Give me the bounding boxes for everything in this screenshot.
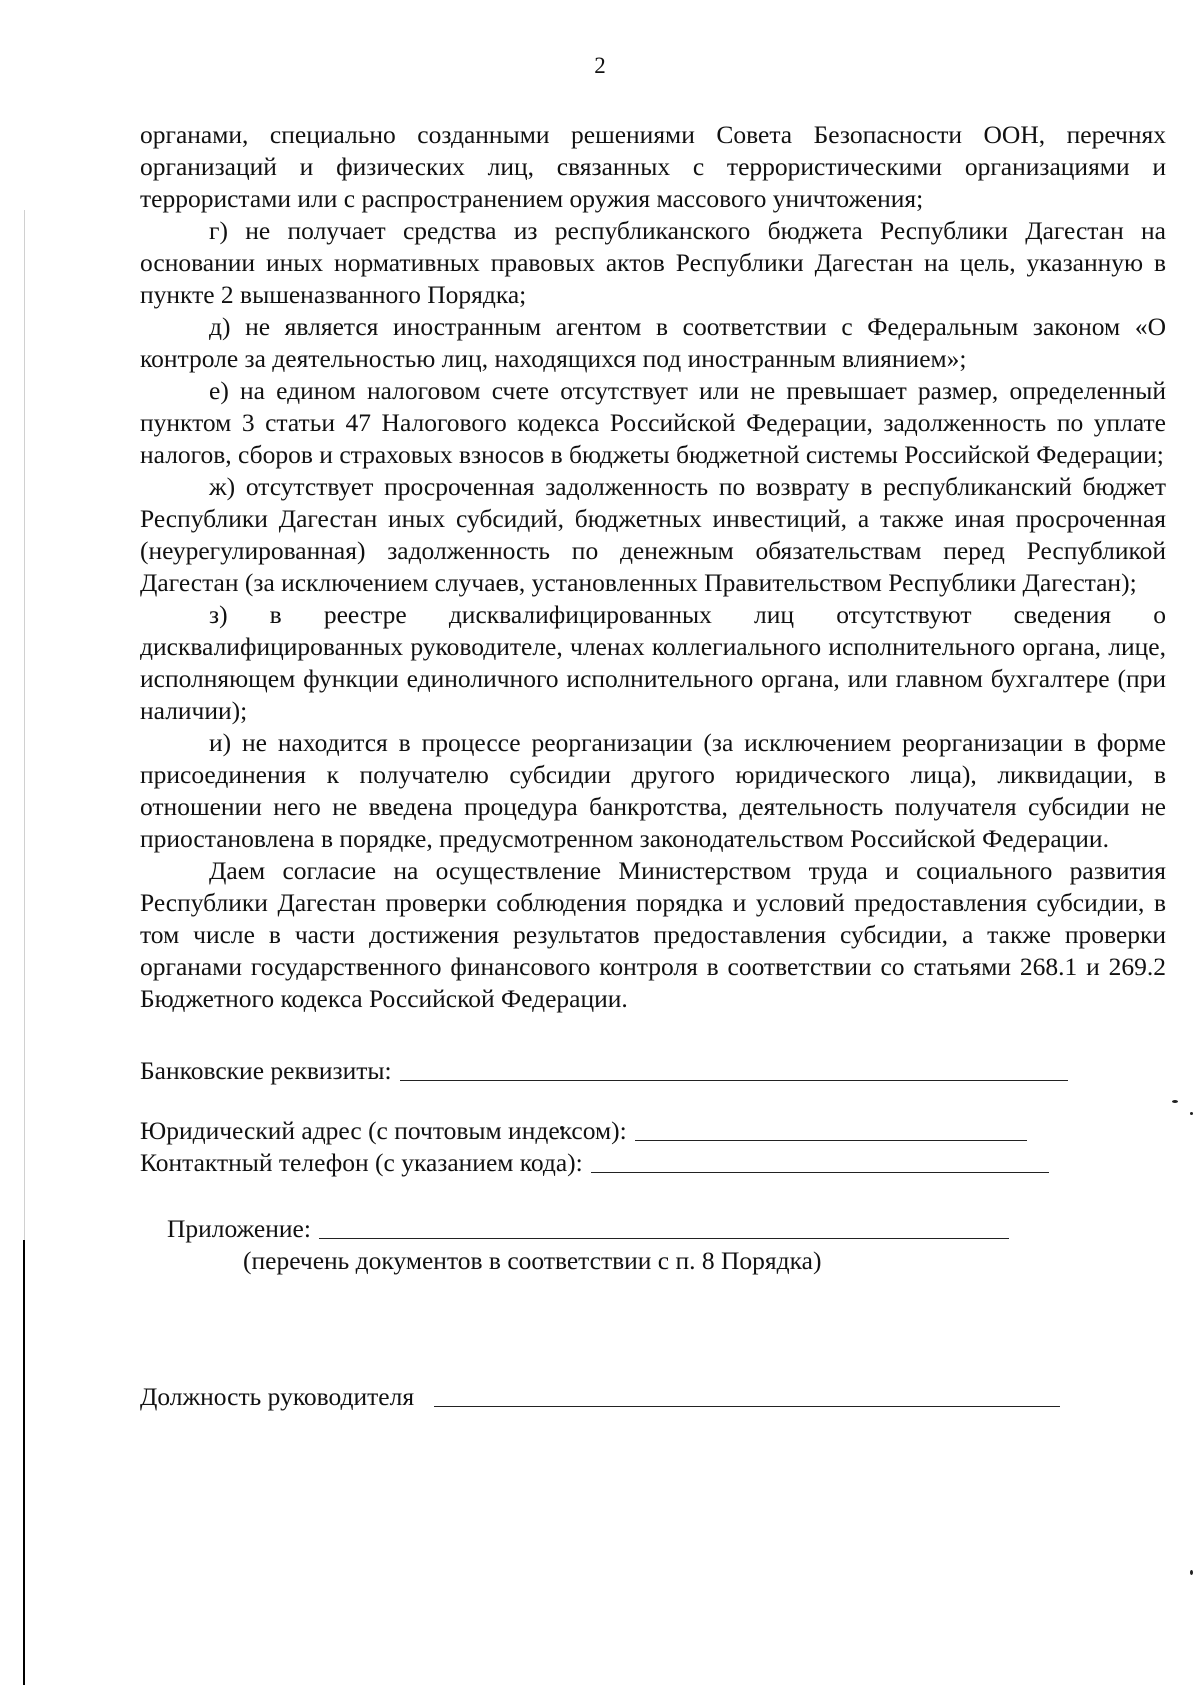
head-position-row <box>140 1381 1166 1413</box>
attachment-note: (перечень документов в соответствии с п. 8 Порядка) <box>243 1246 822 1275</box>
scan-speck <box>1190 1112 1193 1115</box>
paragraph-item-g: г) не получает средства из республиканского бюджета Республики Дагестан на основании иных нормативных правовых актов Республики Дагестан на цель, указанную в пункте 2 вышеназванного Порядка; <box>140 216 1166 309</box>
legal-address-field[interactable] <box>635 1116 1027 1141</box>
scan-speck <box>1190 1570 1193 1575</box>
head-position-label: Должность руководителя <box>140 1382 415 1411</box>
page-number: 2 <box>594 53 606 78</box>
paragraph-item-z: з) в реестре дисквалифицированных лиц отсутствуют сведения о дисквалифицированных руководителе, членах коллегиального исполнительного органа, лице, исполняющем функции единоличного исполнительного органа, или главном бухгалтере (при наличии); <box>140 600 1166 725</box>
scan-speck <box>1172 1100 1178 1103</box>
scan-margin-mark <box>24 210 25 1240</box>
bank-details-field[interactable] <box>400 1056 1068 1081</box>
paragraph-continuation: органами, специально созданными решениями Совета Безопасности ООН, перечнях организаций и физических лиц, связанных с террористическими организациями и террористами или с распространением оружия массового уничтожения; <box>140 120 1166 213</box>
legal-address-row <box>140 1115 1166 1147</box>
document-body <box>140 119 1166 1413</box>
contact-phone-row <box>140 1147 1166 1179</box>
legal-address-label: Юридический адрес (с почтовым индексом): <box>140 1116 627 1145</box>
paragraph-item-zh: ж) отсутствует просроченная задолженность по возврату в республиканский бюджет Республики Дагестан иных субсидий, бюджетных инвестиций, а также иная просроченная (неурегулированная) задолженность по денежным обязательствам перед Республикой Дагестан (за исключением случаев, установленных Правительством Республики Дагестан); <box>140 472 1166 597</box>
paragraph-consent: Даем согласие на осуществление Министерством труда и социального развития Республики Дагестан проверки соблюдения порядка и условий предоставления субсидии, в том числе в части достижения результатов предоставления субсидии, а также проверки органами государственного финансового контроля в соответствии со статьями 268.1 и 269.2 Бюджетного кодекса Российской Федерации. <box>140 856 1166 1013</box>
attachment-label: Приложение: <box>167 1214 311 1243</box>
contact-phone-label: Контактный телефон (с указанием кода): <box>140 1148 583 1177</box>
head-position-field[interactable] <box>434 1382 1060 1407</box>
bank-details-label: Банковские реквизиты: <box>140 1056 392 1085</box>
paragraph-item-i: и) не находится в процессе реорганизации (за исключением реорганизации в форме присоединения к получателю субсидии другого юридического лица), ликвидации, в отношении него не введена процедура банкротства, деятельность получателя субсидии не приостановлена в порядке, предусмотренном законодательством Российской Федерации. <box>140 728 1166 853</box>
bank-details-row <box>140 1055 1166 1087</box>
scan-margin-line <box>23 1240 25 1685</box>
paragraph-item-e: е) на едином налоговом счете отсутствует или не превышает размер, определенный пунктом 3 статьи 47 Налогового кодекса Российской Федерации, задолженность по уплате налогов, сборов и страховых взносов в бюджеты бюджетной системы Российской Федерации; <box>140 376 1166 469</box>
contact-phone-field[interactable] <box>591 1148 1049 1173</box>
paragraph-item-d: д) не является иностранным агентом в соответствии с Федеральным законом «О контроле за деятельностью лиц, находящихся под иностранным влиянием»; <box>140 312 1166 373</box>
attachment-field[interactable] <box>319 1214 1009 1239</box>
attachment-row <box>140 1213 1166 1245</box>
